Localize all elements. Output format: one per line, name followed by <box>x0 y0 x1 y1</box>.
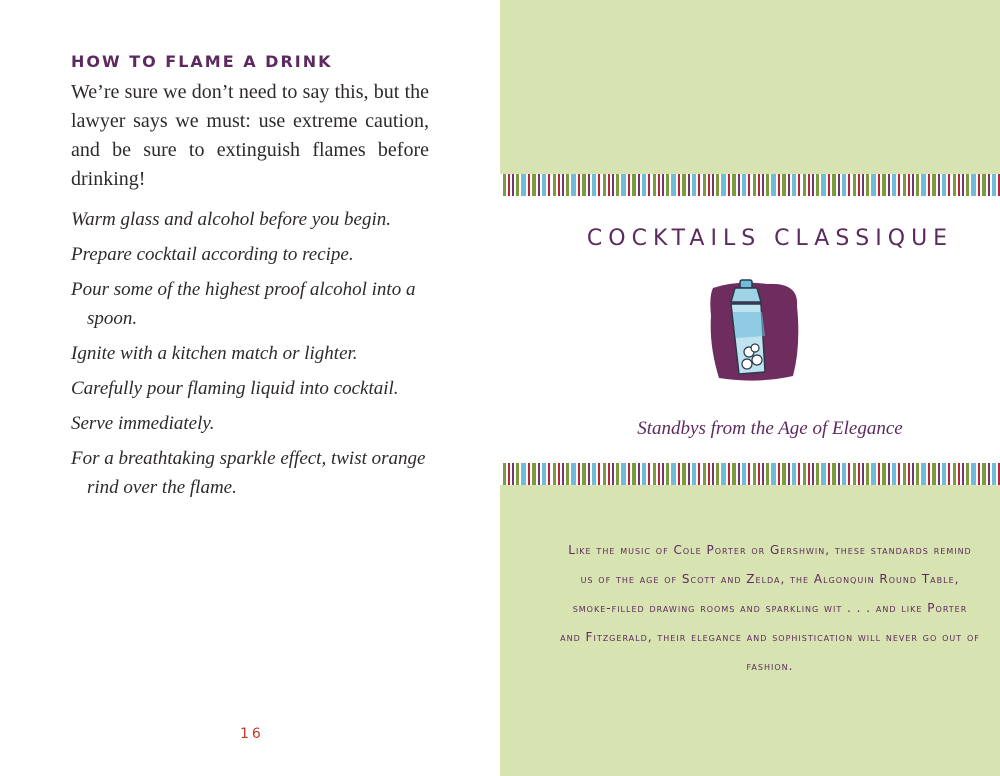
instruction-step: Carefully pour flaming liquid into cocktail. <box>71 378 399 399</box>
chapter-title: COCKTAILS CLASSIQUE <box>586 226 954 251</box>
instruction-step: Serve immediately. <box>71 413 215 434</box>
section-heading: HOW TO FLAME A DRINK <box>71 52 333 71</box>
instruction-step: Pour some of the highest proof alcohol into a spoon. <box>71 279 416 329</box>
page-number: 16 <box>240 726 264 742</box>
decorative-stripe-top <box>500 174 1000 196</box>
instruction-step: Ignite with a kitchen match or lighter. <box>71 343 358 364</box>
instruction-step: Prepare cocktail according to recipe. <box>71 244 354 265</box>
instruction-step: For a breathtaking sparkle effect, twist orange rind over the flame. <box>71 448 426 498</box>
right-page <box>500 0 1000 776</box>
chapter-description: Like the music of Cole Porter or Gershwin, these standards remind us of the age of Scott and Zelda, the Algonquin Round Table, smoke-filled drawing rooms and sparkling wit . . . and like Porter and Fitzgerald, their elegance and sophistication will never go out of fashion. <box>560 543 980 673</box>
instruction-list <box>71 205 441 508</box>
chapter-subtitle: Standbys from the Age of Elegance <box>637 418 903 439</box>
decorative-stripe-bottom <box>500 463 1000 485</box>
cocktail-shaker-icon <box>707 276 802 386</box>
intro-paragraph: We’re sure we don’t need to say this, but the lawyer says we must: use extreme caution, and be sure to extinguish flames before drinking! <box>71 81 429 190</box>
instruction-step: Warm glass and alcohol before you begin. <box>71 209 391 230</box>
